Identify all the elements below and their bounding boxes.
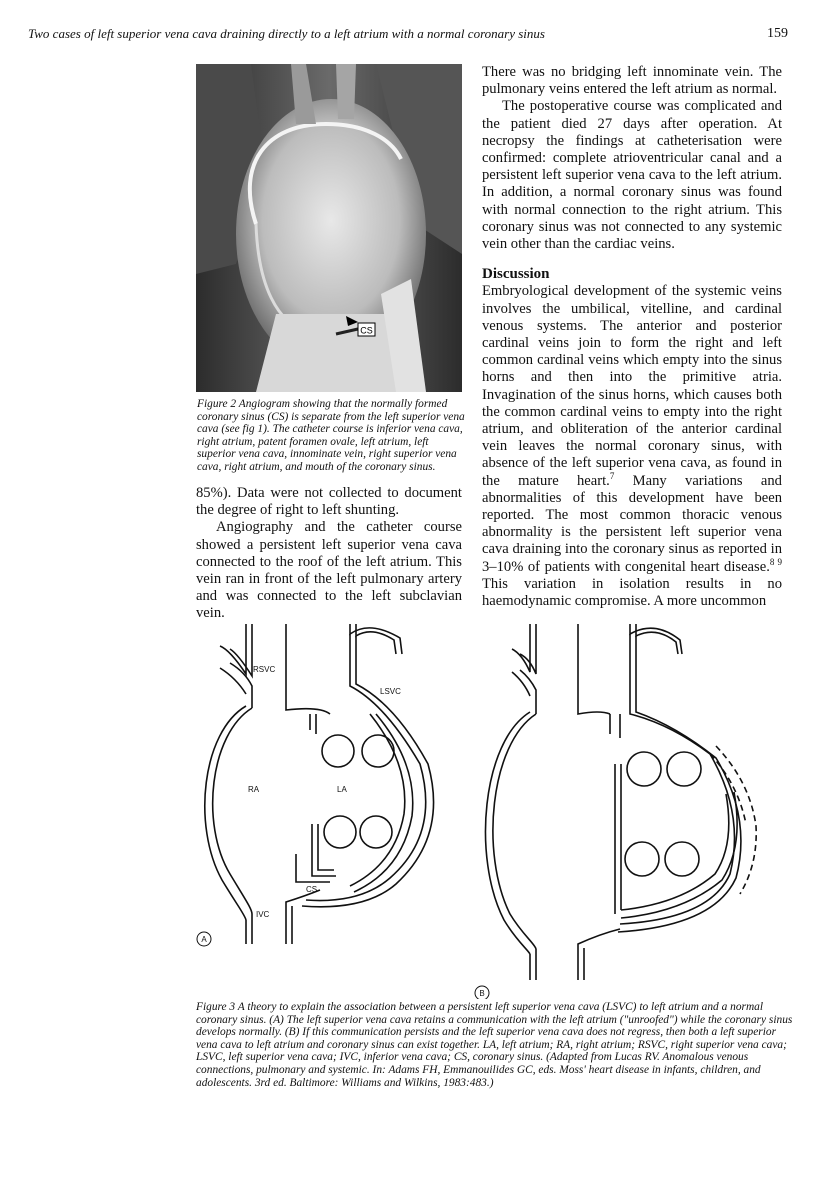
page-number: 159 — [767, 26, 788, 41]
svg-text:RA: RA — [248, 785, 260, 794]
running-header — [28, 26, 788, 48]
right-column-text — [482, 64, 782, 610]
panel-a — [197, 624, 434, 946]
paragraph: 85%). Data were not collected to document the degree of right to left shunting. — [196, 485, 462, 519]
paragraph: The postoperative course was complicated and the patient died 27 days after operation. At necropsy the findings at catheterisation were confirmed: complete atrioventricular canal and a persistent left superior vena cava to the left atrium. In addition, a normal coronary sinus was found with normal connection to the right atrium. This coronary sinus was not connected to any systemic vein other than the cardiac veins. — [482, 98, 782, 253]
figure-3-caption: Figure 3 A theory to explain the association between a persistent left superior vena cava (LSVC) to left atrium and a normal coronary sinus. (A) The left superior vena cava retains a communication with the left atrium ("unroofed") while the coronary sinus develops normally. (B) If this communication persists and the left superior vena cava does not regress, then both a left superior vena cava to left atrium and coronary sinus can exist together. LA, left atrium; RA, right atrium; RSVC, right superior vena cava; LSVC, left superior vena cava; IVC, inferior vena cava; CS, coronary sinus. (Adapted from Lucas RV. Anomalous venous connections, pulmonary and systemic. In: Adams FH, Emmanouilides GC, eds. Moss' heart disease in infants, children, and adolescents. 3rd ed. Baltimore: Williams and Wilkins, 1983:483.) — [196, 1001, 793, 1089]
paragraph: There was no bridging left innominate vein. The pulmonary veins entered the left atrium as normal. — [482, 64, 782, 98]
running-title: Two cases of left superior vena cava draining directly to a left atrium with a normal coronary sinus — [28, 26, 545, 41]
svg-text:LA: LA — [337, 785, 347, 794]
paragraph: Angiography and the catheter course showed a persistent left superior vena cava connected to the roof of the left atrium. This vein ran in front of the left pulmonary artery and was connected to the left subclavian vein. — [196, 519, 462, 622]
figure-3-diagram — [190, 614, 790, 1004]
svg-text:RSVC: RSVC — [253, 665, 276, 674]
cs-label: CS — [360, 325, 373, 336]
left-column-text — [196, 485, 462, 623]
svg-text:LSVC: LSVC — [380, 687, 401, 696]
section-heading: Discussion — [482, 266, 550, 283]
svg-text:A: A — [201, 935, 207, 944]
angiogram-image — [196, 64, 462, 392]
panel-b — [475, 624, 756, 999]
svg-text:B: B — [479, 989, 485, 998]
svg-text:IVC: IVC — [256, 910, 270, 919]
svg-text:CS: CS — [306, 885, 318, 894]
paragraph: Embryological development of the systemic veins involves the umbilical, vitelline, and cardinal venous systems. The anterior and posterior cardinal veins join to form the right and left common cardinal veins which empty into the sinus horns and then into the primitive atria. Invagination of the sinus horns, which causes both the common cardinal veins to empty into the right atrium, and obliteration of the anterior cardinal vein leaves the normal coronary sinus, with absence of the left superior vena cava, as found in the mature heart.$^7$ Many variations and abnormalities of this development have been reported. The most common thoracic venous abnormality is the persistent left superior vena cava draining into the coronary sinus as reported in 3–10% of patients with congenital heart disease.$^{8 9}$ This variation in isolation results in no haemodynamic compromise. A more uncommon — [482, 283, 782, 610]
figure-2-caption: Figure 2 Angiogram showing that the normally formed coronary sinus (CS) is separate from the left superior vena cava (see fig 1). The catheter course is inferior vena cava, right atrium, patent foramen ovale, left atrium, left superior vena cava, innominate vein, right superior vena cava, right atrium, and mouth of the coronary sinus. — [197, 398, 465, 473]
